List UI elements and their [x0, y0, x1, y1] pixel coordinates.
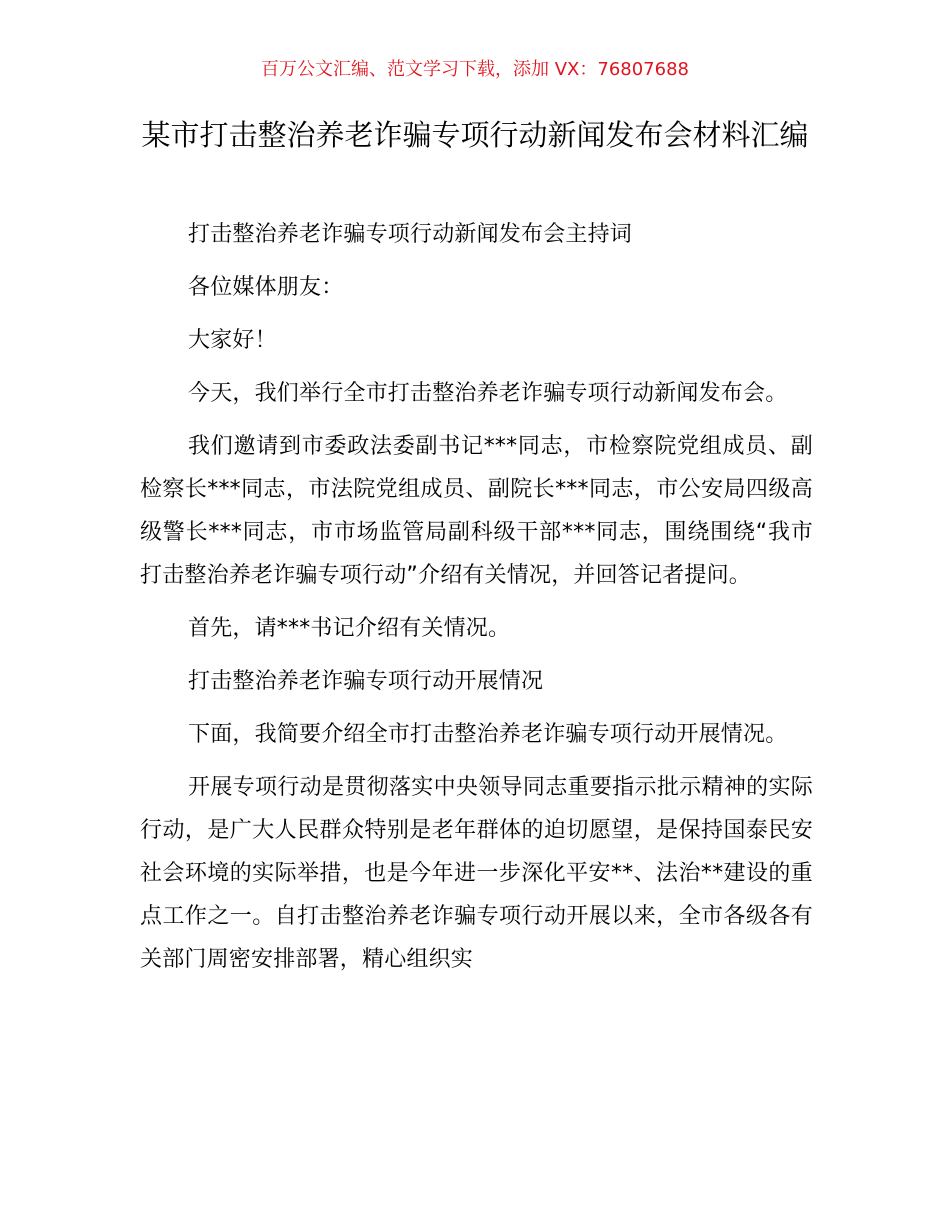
greeting: 大家好！ — [188, 328, 277, 353]
paragraph-intro: 今天，我们举行全市打击整治养老诈骗专项行动新闻发布会。 — [188, 381, 788, 406]
paragraph-invitees: 我们邀请到市委政法委副书记***同志，市检察院党组成员、副检察长***同志，市法院党组成员、副院长***同志，市公安局四级高级警长***同志，市市场监管局副科级干部***同志，围绕围绕“我市打击整治养老诈骗专项行动”介绍有关情况，并回答记者提问。 — [140, 434, 813, 588]
paragraph-first-speaker: 首先，请***书记介绍有关情况。 — [188, 616, 511, 641]
document-title: 某市打击整治养老诈骗专项行动新闻发布会材料汇编 — [141, 118, 809, 152]
paragraph-overview: 下面，我简要介绍全市打击整治养老诈骗专项行动开展情况。 — [188, 722, 788, 747]
section-heading-progress: 打击整治养老诈骗专项行动开展情况 — [188, 669, 544, 694]
salutation: 各位媒体朋友： — [188, 275, 344, 300]
watermark-banner: 百万公文汇编、范文学习下载，添加 VX：76807688 — [261, 59, 689, 80]
paragraph-significance: 开展专项行动是贯彻落实中央领导同志重要指示批示精神的实际行动，是广大人民群众特别是老年群体的迫切愿望，是保持国泰民安社会环境的实际举措，也是今年进一步深化平安**、法治**建设的重点工作之一。自打击整治养老诈骗专项行动开展以来，全市各级各有关部门周密安排部署，精心组织实 — [140, 775, 813, 972]
document-body — [140, 213, 813, 991]
section-heading-host-speech: 打击整治养老诈骗专项行动新闻发布会主持词 — [188, 222, 633, 247]
